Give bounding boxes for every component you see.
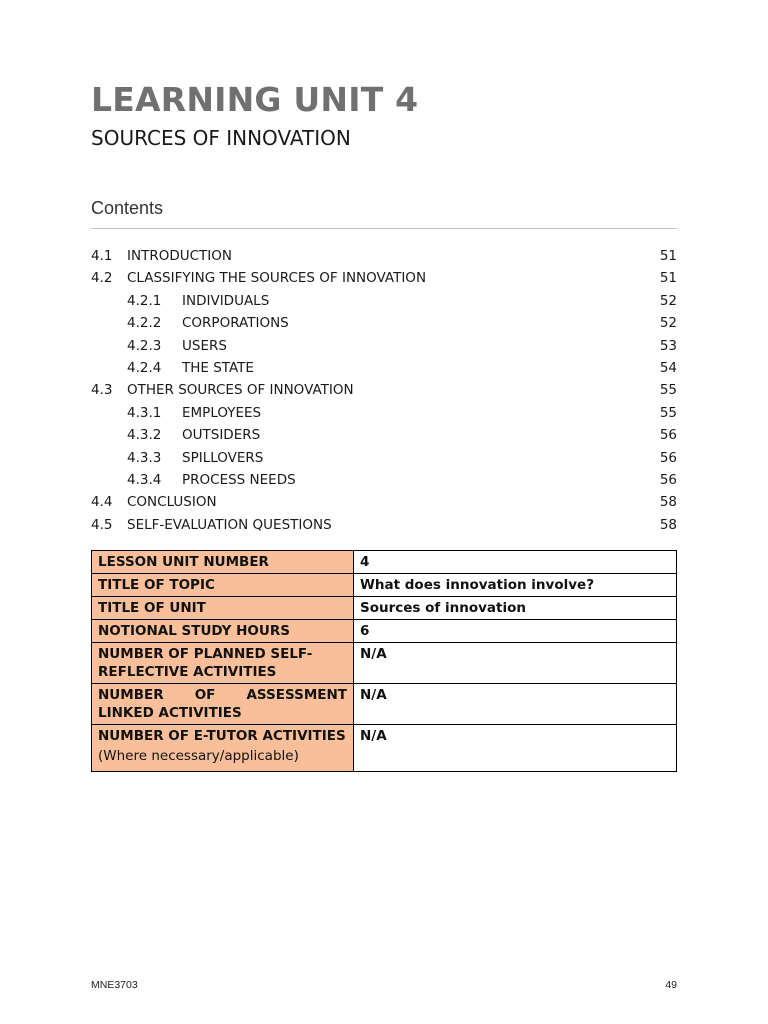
toc-page: 55 (659, 382, 677, 399)
toc-page: 53 (659, 337, 677, 354)
table-row (92, 551, 677, 574)
footer-course-code: MNE3703 (91, 979, 138, 991)
toc-page: 56 (659, 427, 677, 444)
toc-label: INTRODUCTION (127, 248, 232, 264)
toc-number: 4.5 (91, 516, 113, 533)
toc-label: CORPORATIONS (182, 315, 289, 332)
table-row (92, 725, 677, 772)
info-label: NUMBER OF PLANNED SELF-REFLECTIVE ACTIVITIES (92, 643, 354, 684)
toc-number: 4.3 (91, 382, 113, 399)
toc-number: 4.4 (91, 494, 113, 511)
toc-entry[interactable] (91, 267, 677, 289)
toc-label: PROCESS NEEDS (182, 471, 296, 488)
table-row (92, 643, 677, 684)
toc-label: THE STATE (182, 359, 254, 376)
toc-subentry[interactable] (91, 357, 677, 379)
toc-entry[interactable] (91, 245, 677, 267)
toc-number: 4.2.2 (127, 315, 162, 332)
toc-entry[interactable] (91, 379, 677, 401)
table-row (92, 597, 677, 620)
info-label: LESSON UNIT NUMBER (92, 551, 354, 574)
toc-label: INDIVIDUALS (182, 292, 270, 309)
toc-subentry[interactable] (91, 312, 677, 334)
toc-page: 56 (659, 449, 677, 466)
info-label: NOTIONAL STUDY HOURS (92, 620, 354, 643)
info-value: N/A (354, 725, 677, 772)
toc-number: 4.3.4 (127, 471, 162, 488)
toc-entry[interactable] (91, 514, 677, 536)
toc-label: SPILLOVERS (182, 449, 264, 466)
toc-number: 4.3.1 (127, 404, 162, 421)
toc-label: EMPLOYEES (182, 404, 262, 421)
toc-subentry[interactable] (91, 447, 677, 469)
toc-page: 51 (659, 270, 677, 287)
info-label: NUMBER OF E-TUTOR ACTIVITIES (98, 728, 346, 744)
toc-page: 52 (659, 315, 677, 332)
table-row (92, 574, 677, 597)
toc-label: CONCLUSION (127, 494, 217, 511)
info-value: N/A (354, 643, 677, 684)
footer-page-number: 49 (665, 979, 677, 991)
toc-page: 58 (659, 516, 677, 533)
toc-label: CLASSIFYING THE SOURCES OF INNOVATION (127, 270, 427, 287)
unit-info-table (91, 550, 677, 772)
info-value: N/A (354, 684, 677, 725)
toc-number: 4.3.3 (127, 449, 162, 466)
info-value: What does innovation involve? (354, 574, 677, 597)
toc-entry[interactable] (91, 491, 677, 513)
toc-page: 55 (659, 404, 677, 421)
toc-label: SELF-EVALUATION QUESTIONS (127, 516, 332, 533)
contents-divider (91, 228, 677, 229)
info-label-cell (92, 725, 354, 772)
info-label-note: (Where necessary/applicable) (98, 748, 299, 764)
info-value: Sources of innovation (354, 597, 677, 620)
toc-page: 52 (659, 292, 677, 309)
toc-subentry[interactable] (91, 469, 677, 491)
toc-page: 51 (659, 248, 677, 264)
info-value: 4 (354, 551, 677, 574)
toc-number: 4.2.1 (127, 292, 162, 309)
toc-page: 58 (659, 494, 677, 511)
table-row (92, 684, 677, 725)
toc-label: OUTSIDERS (182, 427, 261, 444)
contents-heading: Contents (91, 198, 164, 218)
toc-number: 4.2 (91, 270, 113, 287)
info-label: TITLE OF UNIT (92, 597, 354, 620)
table-row (92, 620, 677, 643)
toc-number: 4.2.4 (127, 359, 162, 376)
unit-title: LEARNING UNIT 4 (91, 80, 419, 119)
table-of-contents (91, 245, 677, 536)
toc-number: 4.3.2 (127, 427, 162, 444)
info-label: NUMBER OF ASSESSMENT LINKED ACTIVITIES (92, 684, 354, 725)
toc-page: 56 (659, 471, 677, 488)
toc-subentry[interactable] (91, 402, 677, 424)
toc-label: USERS (182, 337, 227, 354)
toc-label: OTHER SOURCES OF INNOVATION (127, 382, 354, 399)
info-label: TITLE OF TOPIC (92, 574, 354, 597)
toc-subentry[interactable] (91, 335, 677, 357)
toc-number: 4.2.3 (127, 337, 162, 354)
toc-number: 4.1 (91, 248, 113, 264)
unit-subtitle: SOURCES OF INNOVATION (91, 126, 351, 150)
toc-subentry[interactable] (91, 290, 677, 312)
toc-subentry[interactable] (91, 424, 677, 446)
toc-page: 54 (659, 359, 677, 376)
info-value: 6 (354, 620, 677, 643)
